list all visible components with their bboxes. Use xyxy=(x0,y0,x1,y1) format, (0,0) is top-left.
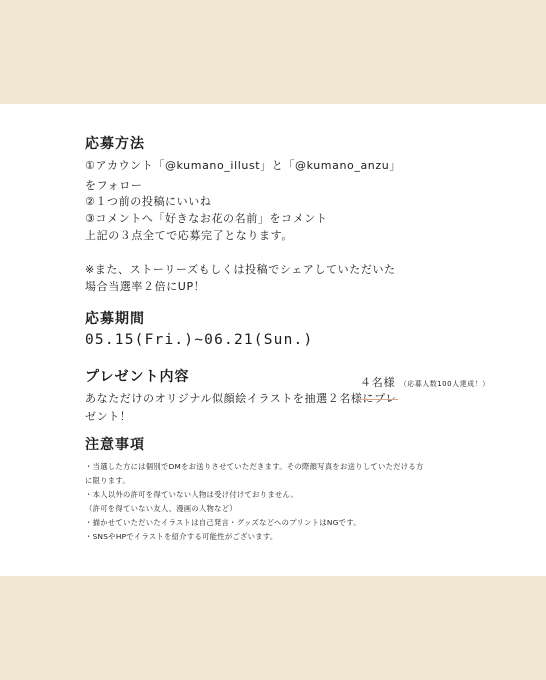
present-line: ゼント！ xyxy=(85,410,132,423)
period-dates: 05.15(Fri.)~06.21(Sun.) xyxy=(85,332,314,348)
top-background-band xyxy=(0,0,546,104)
how-to-apply-line: ③コメントへ「好きなお花の名前」をコメント xyxy=(85,212,328,225)
notes-line: ・SNSやHPでイラストを紹介する可能性がございます。 xyxy=(85,532,278,541)
notes-line: ・描かせていただいたイラストは自己発言・グッズなどへのプリントはNGです。 xyxy=(85,518,361,527)
period-heading: 応募期間 xyxy=(85,311,145,327)
how-to-apply-line: 上記の３点全てで応募完了となります。 xyxy=(85,229,293,242)
bonus-note-line: ※また、ストーリーズもしくは投稿でシェアしていただいた xyxy=(85,263,396,276)
notes-heading: 注意事項 xyxy=(85,437,145,453)
winner-count-note: （応募人数100人達成！） xyxy=(399,380,490,388)
notes-line: ・当選した方には個別でDMをお送りさせていただきます。その際顔写真をお送りしていただける方 xyxy=(85,462,424,471)
bottom-background-band xyxy=(0,576,546,680)
how-to-apply-line: ①アカウント「@kumano_illust」と「@kumano_anzu」 xyxy=(85,159,401,172)
bonus-note-line: 場合当選率２倍にUP！ xyxy=(85,280,206,293)
present-line: あなただけのオリジナル似顔絵イラストを抽選２名様にプレ xyxy=(85,392,397,405)
how-to-apply-heading: 応募方法 xyxy=(85,136,145,152)
present-heading: プレゼント内容 xyxy=(85,369,190,385)
notes-line: ・本人以外の許可を得ていない人物は受け付けておりません。 xyxy=(85,490,299,499)
notes-line: （許可を得ていない友人、漫画の人物など） xyxy=(85,504,237,513)
winner-count-text: ４名様 xyxy=(360,376,396,389)
how-to-apply-line: をフォロー xyxy=(85,179,143,192)
strike-through-mark xyxy=(358,399,398,400)
winner-count-overlay xyxy=(358,374,492,390)
notes-line: に限ります。 xyxy=(85,476,130,485)
how-to-apply-line: ②１つ前の投稿にいいね xyxy=(85,195,212,208)
